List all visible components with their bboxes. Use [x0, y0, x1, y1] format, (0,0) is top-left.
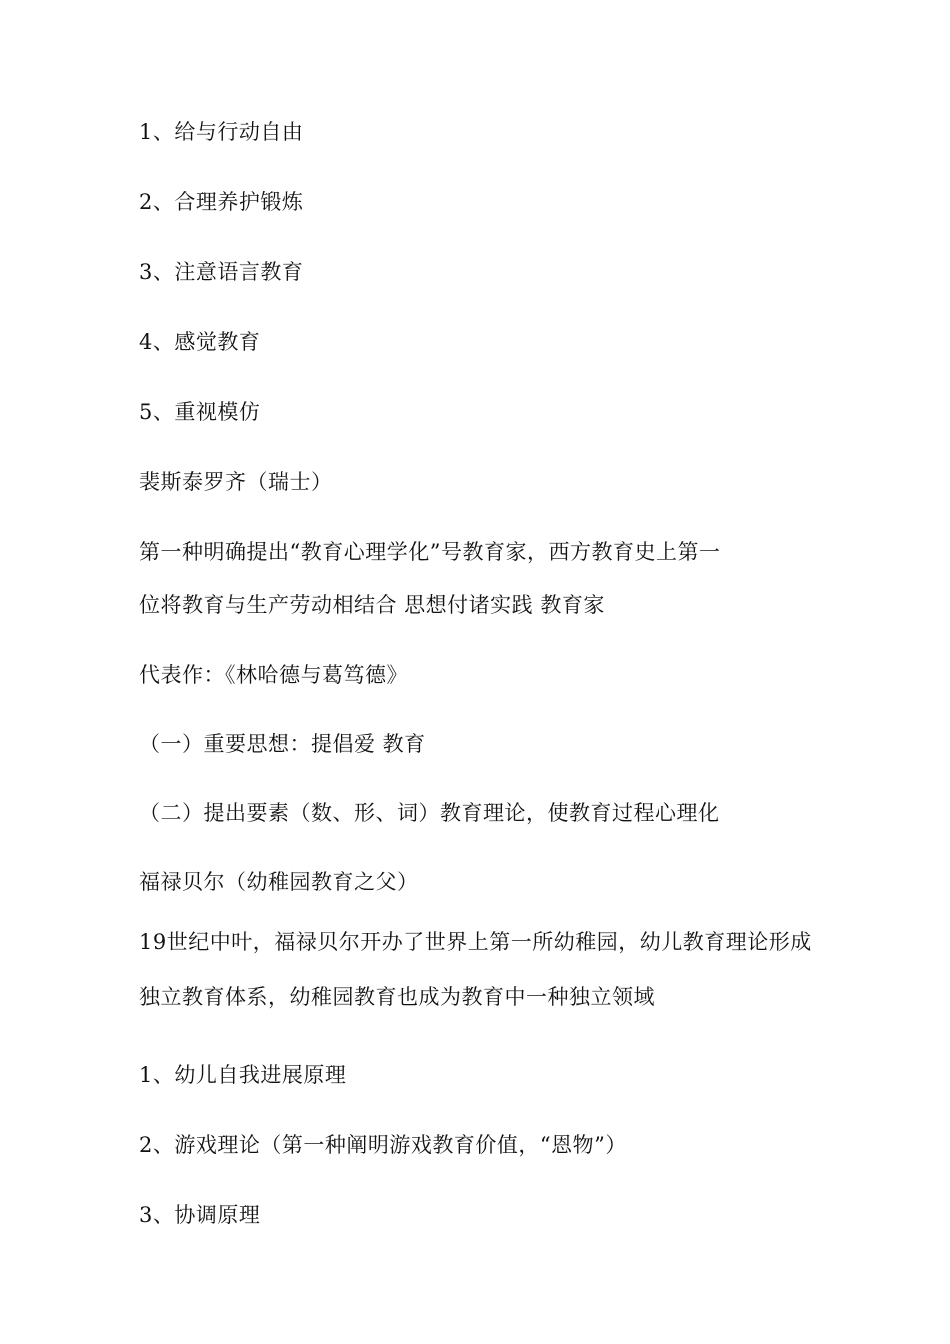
text-line-4: 4、感觉教育	[139, 330, 261, 354]
section-heading-pestalozzi: 裴斯泰罗齐（瑞士）	[139, 470, 333, 494]
text-line-5: 5、重视模仿	[139, 400, 261, 424]
text-line-16: 2、游戏理论（第一种阐明游戏教育价值，“恩物”）	[139, 1133, 627, 1157]
text-line-10: （一）重要思想：提倡爱 教育	[139, 732, 426, 756]
text-line-13: 19世纪中叶，福禄贝尔开办了世界上第一所幼稚园，幼儿教育理论形成	[139, 930, 812, 954]
text-line-15: 1、幼儿自我进展原理	[139, 1063, 347, 1087]
text-line-11: （二）提出要素（数、形、词）教育理论，使教育过程心理化	[139, 801, 720, 825]
text-line-1: 1、给与行动自由	[139, 120, 304, 144]
text-line-2: 2、合理养护锻炼	[139, 190, 304, 214]
text-line-17: 3、协调原理	[139, 1203, 261, 1227]
text-line-9: 代表作：《林哈德与葛笃德》	[139, 663, 408, 687]
text-line-3: 3、注意语言教育	[139, 260, 304, 284]
section-heading-froebel: 福禄贝尔（幼稚园教育之父）	[139, 870, 419, 894]
text-line-8: 位将教育与生产劳动相结合 思想付诸实践 教育家	[139, 593, 605, 617]
text-line-14: 独立教育体系，幼稚园教育也成为教育中一种独立领域	[139, 985, 655, 1009]
text-line-7: 第一种明确提出“教育心理学化”号教育家，西方教育史上第一	[139, 540, 721, 564]
